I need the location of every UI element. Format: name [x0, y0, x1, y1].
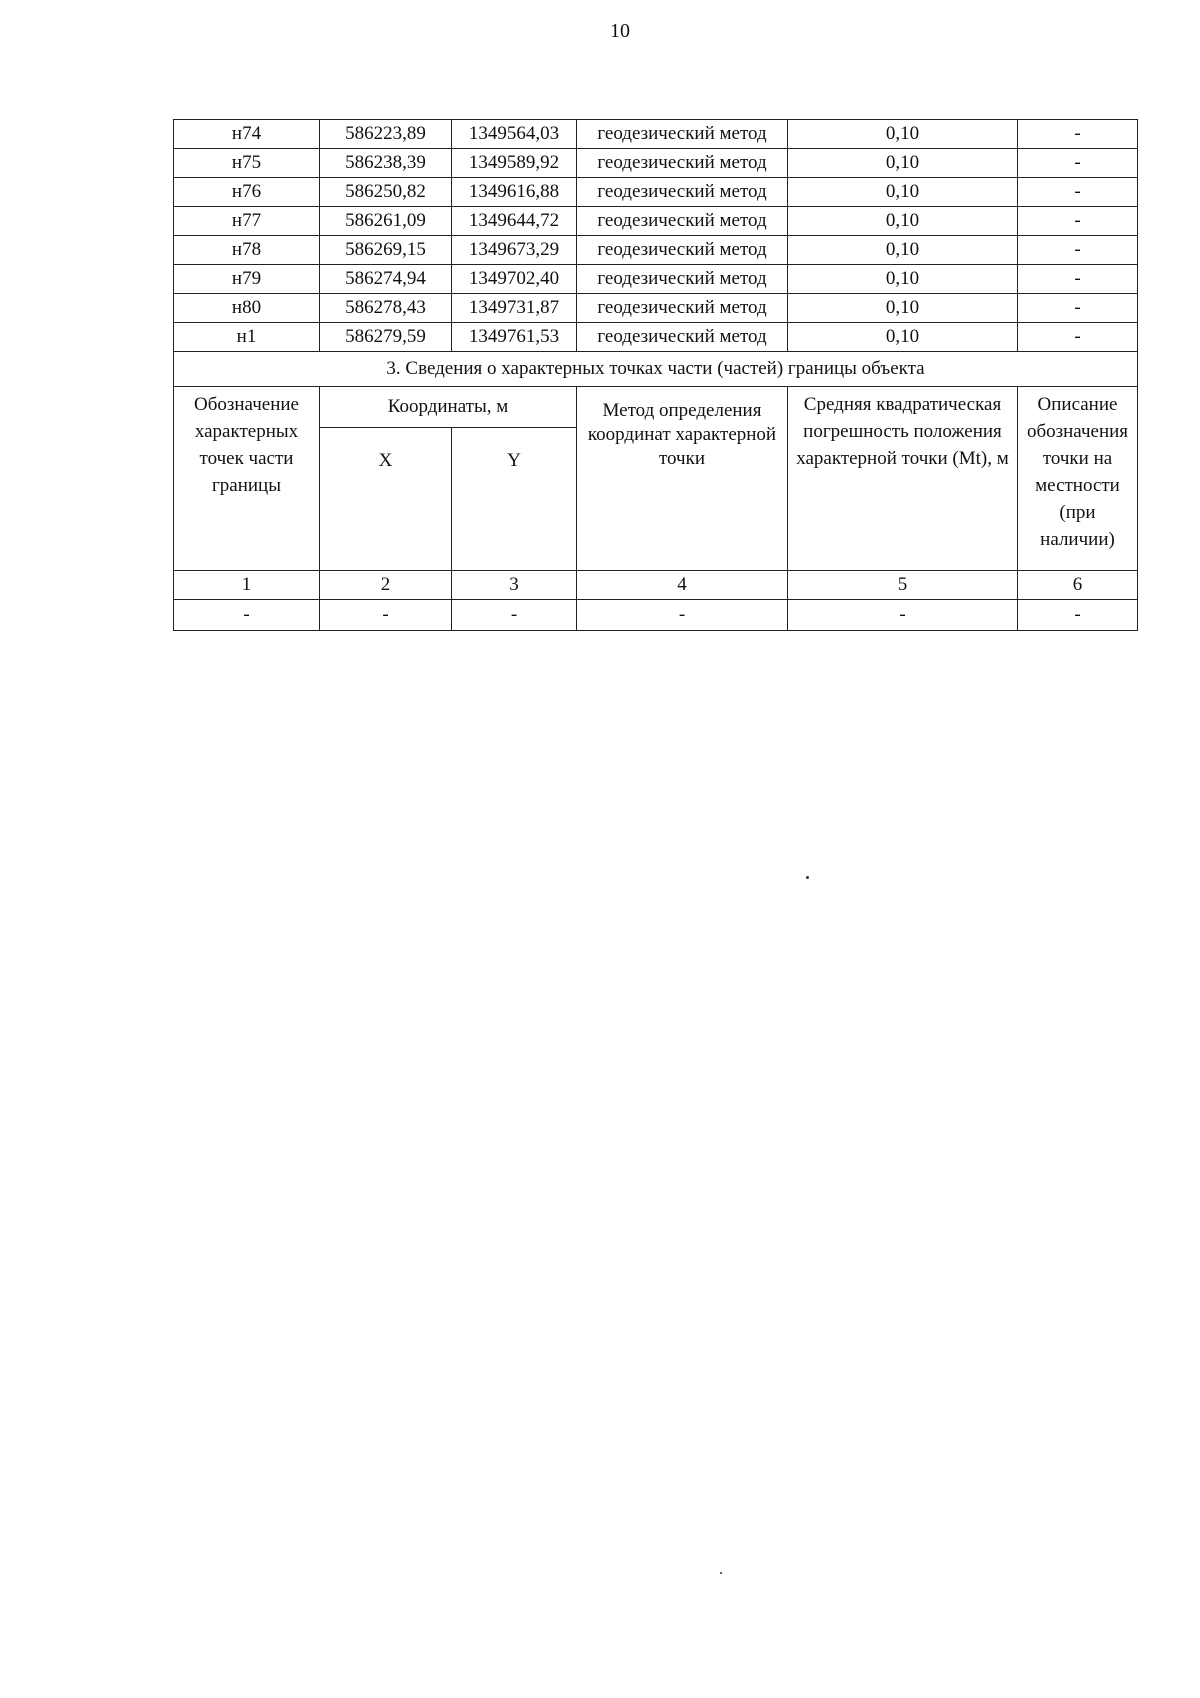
description-cell: - — [1018, 178, 1138, 207]
accuracy-cell: 0,10 — [788, 294, 1018, 323]
table-row — [174, 294, 1138, 323]
method-cell: геодезический метод — [577, 236, 788, 265]
scan-speck — [806, 876, 809, 879]
column-number: 1 — [174, 571, 320, 600]
section-3 — [174, 352, 1138, 631]
accuracy-cell: 0,10 — [788, 149, 1018, 178]
page-number: 10 — [610, 20, 630, 42]
x-cell: 586261,09 — [320, 207, 452, 236]
description-cell: - — [1018, 265, 1138, 294]
column-number: 5 — [788, 571, 1018, 600]
point-cell: н76 — [174, 178, 320, 207]
accuracy-cell: 0,10 — [788, 236, 1018, 265]
x-cell: 586238,39 — [320, 149, 452, 178]
method-cell: геодезический метод — [577, 178, 788, 207]
point-cell: н75 — [174, 149, 320, 178]
method-cell: геодезический метод — [577, 265, 788, 294]
empty-cell: - — [320, 600, 452, 631]
table-row — [174, 178, 1138, 207]
method-cell: геодезический метод — [577, 207, 788, 236]
column-numbers-row — [174, 571, 1138, 600]
empty-data-row — [174, 600, 1138, 631]
y-cell: 1349589,92 — [452, 149, 577, 178]
x-cell: 586279,59 — [320, 323, 452, 352]
method-cell: геодезический метод — [577, 149, 788, 178]
header-accuracy: Средняя квадратическая погрешность положения характерной точки (Mt), м — [788, 387, 1018, 571]
header-designation: Обозначение характерных точек части границы — [174, 387, 320, 571]
header-coordinates: Координаты, м — [320, 387, 577, 428]
y-cell: 1349673,29 — [452, 236, 577, 265]
accuracy-cell: 0,10 — [788, 265, 1018, 294]
y-cell: 1349564,03 — [452, 120, 577, 149]
table-row — [174, 236, 1138, 265]
x-cell: 586250,82 — [320, 178, 452, 207]
header-method: Метод определения координат характерной точки — [577, 387, 788, 571]
top-rows — [174, 120, 1138, 352]
description-cell: - — [1018, 207, 1138, 236]
accuracy-cell: 0,10 — [788, 120, 1018, 149]
description-cell: - — [1018, 236, 1138, 265]
method-cell: геодезический метод — [577, 323, 788, 352]
point-cell: н78 — [174, 236, 320, 265]
header-y: Y — [452, 428, 577, 571]
description-cell: - — [1018, 323, 1138, 352]
section-3-title: 3. Сведения о характерных точках части (частей) границы объекта — [174, 352, 1138, 387]
column-number: 4 — [577, 571, 788, 600]
table-row — [174, 120, 1138, 149]
empty-cell: - — [788, 600, 1018, 631]
accuracy-cell: 0,10 — [788, 178, 1018, 207]
description-cell: - — [1018, 294, 1138, 323]
x-cell: 586223,89 — [320, 120, 452, 149]
table-row — [174, 149, 1138, 178]
scan-speck — [720, 1572, 722, 1574]
method-cell: геодезический метод — [577, 120, 788, 149]
point-cell: н80 — [174, 294, 320, 323]
description-cell: - — [1018, 120, 1138, 149]
table-row — [174, 207, 1138, 236]
accuracy-cell: 0,10 — [788, 207, 1018, 236]
y-cell: 1349761,53 — [452, 323, 577, 352]
y-cell: 1349702,40 — [452, 265, 577, 294]
header-x: X — [320, 428, 452, 571]
header-description: Описание обозначения точки на местности (при наличии) — [1018, 387, 1138, 571]
point-cell: н74 — [174, 120, 320, 149]
table-row — [174, 265, 1138, 294]
column-number: 2 — [320, 571, 452, 600]
column-number: 6 — [1018, 571, 1138, 600]
accuracy-cell: 0,10 — [788, 323, 1018, 352]
coordinates-table — [173, 119, 1138, 631]
point-cell: н1 — [174, 323, 320, 352]
column-number: 3 — [452, 571, 577, 600]
y-cell: 1349644,72 — [452, 207, 577, 236]
y-cell: 1349616,88 — [452, 178, 577, 207]
empty-cell: - — [577, 600, 788, 631]
point-cell: н77 — [174, 207, 320, 236]
x-cell: 586278,43 — [320, 294, 452, 323]
x-cell: 586274,94 — [320, 265, 452, 294]
empty-cell: - — [174, 600, 320, 631]
description-cell: - — [1018, 149, 1138, 178]
method-cell: геодезический метод — [577, 294, 788, 323]
empty-cell: - — [1018, 600, 1138, 631]
point-cell: н79 — [174, 265, 320, 294]
table-row — [174, 323, 1138, 352]
x-cell: 586269,15 — [320, 236, 452, 265]
empty-cell: - — [452, 600, 577, 631]
y-cell: 1349731,87 — [452, 294, 577, 323]
